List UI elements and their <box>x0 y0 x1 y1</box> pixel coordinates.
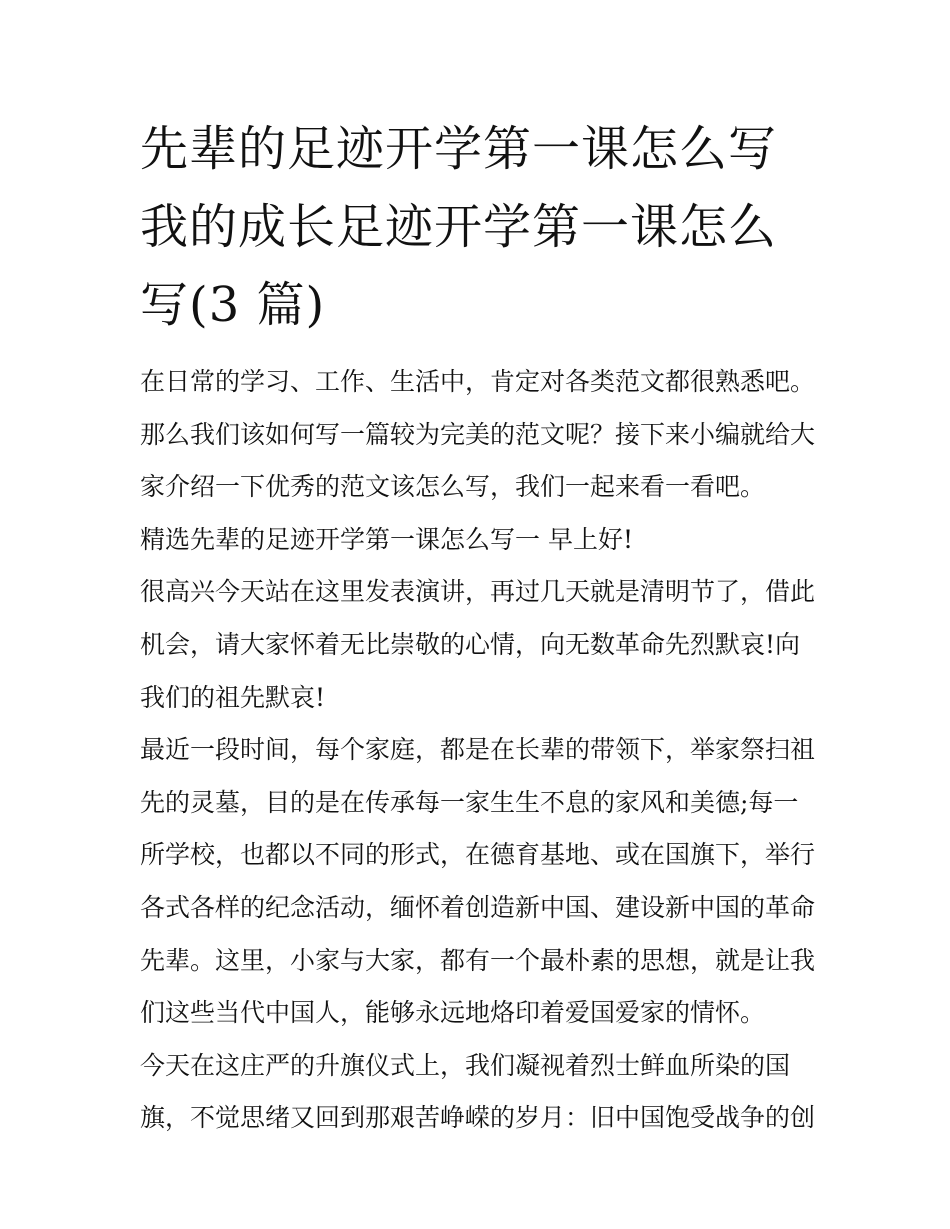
body-line: 今天在这庄严的升旗仪式上，我们凝视着烈士鲜血所染的国 <box>140 1050 791 1080</box>
body-line: 我们的祖先默哀! <box>140 682 326 712</box>
body-line: 很高兴今天站在这里发表演讲，再过几天就是清明节了，借此 <box>140 577 816 607</box>
body-line: 们这些当代中国人，能够永远地烙印着爱国爱家的情怀。 <box>140 998 766 1028</box>
body-line: 最近一段时间，每个家庭，都是在长辈的带领下，举家祭扫祖 <box>140 735 816 765</box>
body-line: 那么我们该如何写一篇较为完美的范文呢？接下来小编就给大 <box>140 419 816 449</box>
body-line: 在日常的学习、工作、生活中，肯定对各类范文都很熟悉吧。 <box>140 367 816 396</box>
body-line: 所学校，也都以不同的形式，在德育基地、或在国旗下，举行 <box>140 840 816 870</box>
title-line: 写(3 篇) <box>140 277 326 333</box>
body-line: 先的灵墓，目的是在传承每一家生生不息的家风和美德;每一 <box>140 787 799 817</box>
title-line: 先辈的足迹开学第一课怎么写 <box>140 121 778 177</box>
document-body <box>140 356 816 1145</box>
body-line: 家介绍一下优秀的范文该怎么写，我们一起来看一看吧。 <box>140 472 766 502</box>
body-line: 精选先辈的足迹开学第一课怎么写一 早上好! <box>140 524 633 554</box>
body-line: 旗，不觉思绪又回到那艰苦峥嵘的岁月：旧中国饱受战争的创 <box>140 1103 816 1133</box>
document-title <box>140 110 840 344</box>
title-line: 我的成长足迹开学第一课怎么 <box>140 199 778 255</box>
body-line: 先辈。这里，小家与大家，都有一个最朴素的思想，就是让我 <box>140 945 816 975</box>
body-line: 机会，请大家怀着无比崇敬的心情，向无数革命先烈默哀!向 <box>140 629 801 659</box>
body-line: 各式各样的纪念活动，缅怀着创造新中国、建设新中国的革命 <box>140 892 816 922</box>
